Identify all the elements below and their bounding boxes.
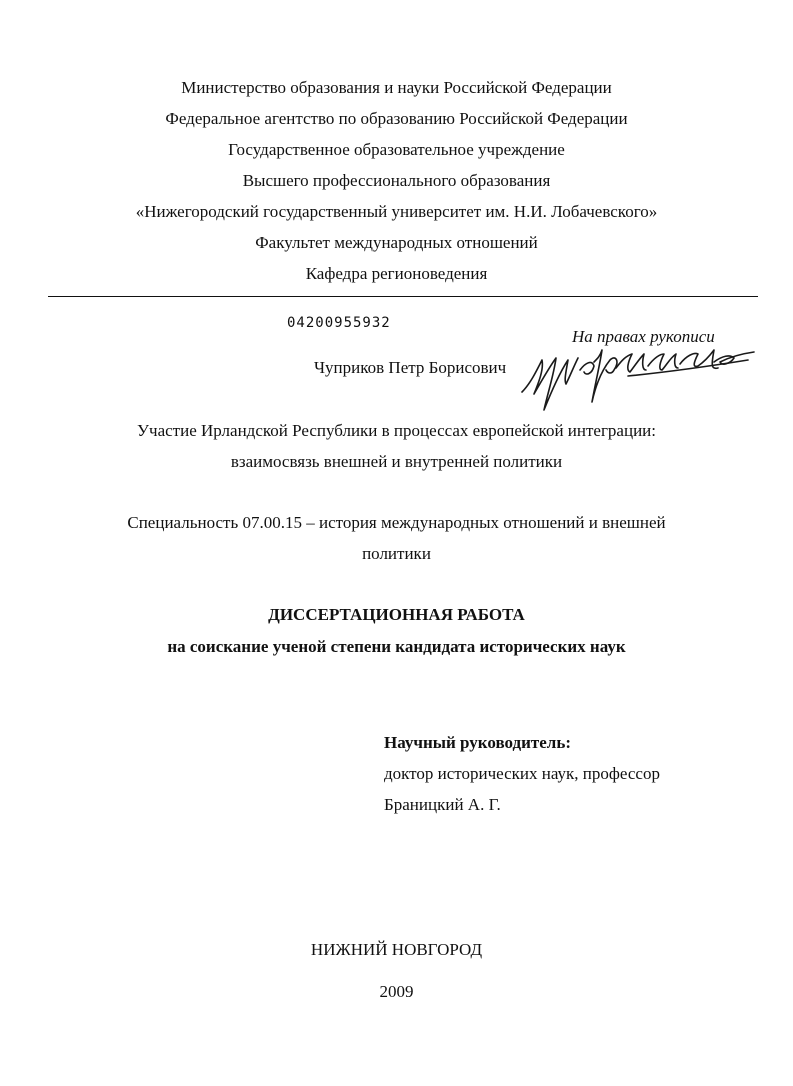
author-signature [508,340,758,415]
university-line: «Нижегородский государственный университет им. Н.И. Лобачевского» [135,202,658,221]
supervisor-name: Браницкий А. Г. [384,795,501,814]
registration-number: 04200955932 [287,315,391,331]
header-divider [48,296,758,297]
thesis-title-line-1: Участие Ирландской Республики в процессах европейской интеграции: [137,421,656,440]
ministry-line: Министерство образования и науки Российской Федерации [181,78,612,97]
year: 2009 [379,982,414,1001]
department-line: Кафедра регионоведения [305,264,488,283]
work-type-heading: ДИССЕРТАЦИОННАЯ РАБОТА [268,605,525,624]
specialty-line-1: Специальность 07.00.15 – история международных отношений и внешней [127,513,666,532]
city-name: НИЖНИЙ НОВГОРОД [310,940,483,959]
supervisor-credentials: доктор исторических наук, профессор [384,764,660,783]
supervisor-heading: Научный руководитель: [384,733,571,752]
institution-type-line: Государственное образовательное учреждение [228,140,565,159]
specialty-line-2: политики [362,544,431,563]
thesis-title-line-2: взаимосвязь внешней и внутренней политики [230,452,563,471]
education-level-line: Высшего профессионального образования [242,171,551,190]
agency-line: Федеральное агентство по образованию Российской Федерации [165,109,628,128]
faculty-line: Факультет международных отношений [255,233,538,252]
author-name: Чуприков Петр Борисович [314,358,507,377]
manuscript-note: На правах рукописи [572,327,715,346]
degree-line: на соискание ученой степени кандидата исторических наук [167,637,626,656]
